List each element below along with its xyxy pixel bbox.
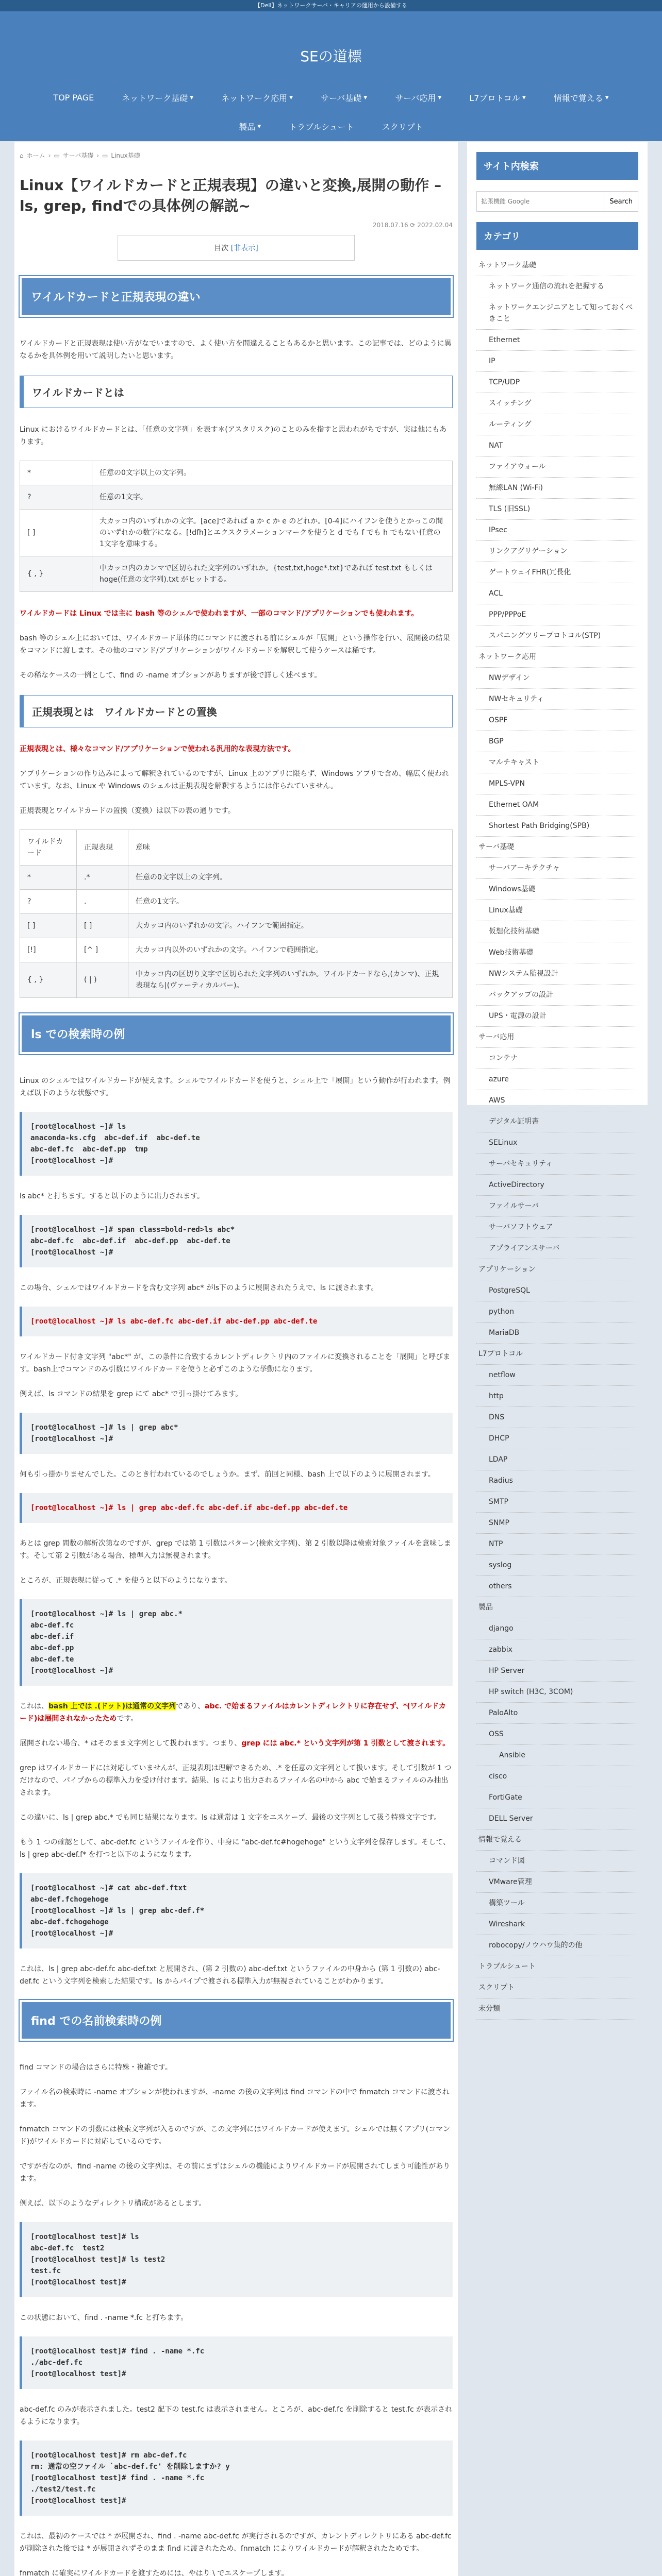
category-item[interactable] xyxy=(476,1111,638,1132)
table-row xyxy=(20,914,453,938)
code-block: [root@localhost ~]# ls | grep abc-def.fc abc-def.if abc-def.pp abc-def.te xyxy=(20,1493,453,1523)
category-item[interactable] xyxy=(476,1238,638,1259)
chevron-down-icon: ▼ xyxy=(522,95,526,100)
main-nav xyxy=(0,92,662,104)
paragraph: find コマンドの場合はさらに特殊・複雑です。 xyxy=(20,2063,172,2072)
category-item[interactable] xyxy=(476,604,638,625)
category-item[interactable] xyxy=(476,1027,638,1048)
category-link[interactable]: syslog xyxy=(489,1561,512,1569)
category-item[interactable] xyxy=(476,1407,638,1428)
category-item[interactable] xyxy=(476,985,638,1006)
category-link[interactable]: HP Server xyxy=(489,1667,525,1675)
table-cell: 大カッコ内以外のいずれかの文字。ハイフンで範囲指定。 xyxy=(128,938,453,962)
category-link[interactable]: SMTP xyxy=(489,1498,508,1506)
category-item[interactable] xyxy=(476,689,638,710)
category-link[interactable]: 未分類 xyxy=(478,2005,500,2013)
category-link[interactable]: コマンド図 xyxy=(489,1857,525,1865)
category-link[interactable]: azure xyxy=(489,1075,509,1083)
category-link[interactable]: 製品 xyxy=(478,1603,493,1612)
paragraph: あとは grep 間数の解析次第なのですが、grep では第 1 引数はパターン(検索文字列)、第 2 引数以降は検索対象ファイルを意味します。そして第 2 引数がある場合、標準入力は無視されます。 xyxy=(20,1539,451,1560)
category-item[interactable] xyxy=(476,1090,638,1111)
category-item[interactable] xyxy=(476,942,638,963)
category-item[interactable] xyxy=(476,1513,638,1534)
site-search-widget xyxy=(476,152,638,212)
category-link[interactable]: スクリプト xyxy=(478,1984,515,1992)
category-item[interactable] xyxy=(476,1175,638,1196)
nav-l7-protocol[interactable]: L7プロトコル ▼ xyxy=(469,93,526,103)
category-link[interactable]: ファイルサーバ xyxy=(489,1202,539,1210)
category-item[interactable] xyxy=(476,816,638,837)
category-item[interactable] xyxy=(476,1893,638,1914)
nav-products[interactable]: 製品 ▼ xyxy=(239,122,261,132)
nav-scripts[interactable]: スクリプト xyxy=(382,122,423,132)
site-header xyxy=(0,11,662,141)
wildcard-table xyxy=(20,461,453,592)
chevron-down-icon: ▼ xyxy=(605,95,609,100)
table-cell: . xyxy=(77,890,128,914)
table-header: ワイルドカード xyxy=(20,830,77,866)
category-item[interactable] xyxy=(476,297,638,330)
nav-network-advanced[interactable]: ネットワーク応用 ▼ xyxy=(221,93,293,103)
category-link[interactable]: MariaDB xyxy=(489,1329,520,1337)
category-link[interactable]: アプライアンスサーバ xyxy=(489,1244,560,1252)
widget-heading: サイト内検索 xyxy=(476,152,638,180)
category-link[interactable]: サーバ応用 xyxy=(478,1033,515,1041)
table-cell: .* xyxy=(77,866,128,890)
category-link[interactable]: マルチキャスト xyxy=(489,758,539,767)
category-link[interactable]: 情報で覚える xyxy=(478,1836,522,1844)
category-link[interactable]: トラブルシュート xyxy=(478,1962,536,1971)
category-link[interactable]: NTP xyxy=(489,1540,503,1548)
category-item[interactable] xyxy=(476,1470,638,1492)
category-link[interactable]: Wireshark xyxy=(489,1920,525,1928)
category-item[interactable] xyxy=(476,1977,638,1998)
breadcrumb-server-basics[interactable]: サーバ基礎 xyxy=(62,152,94,159)
search-button[interactable]: Search xyxy=(604,192,638,211)
widget-heading: カテゴリ xyxy=(476,222,638,250)
table-header: 正規表現 xyxy=(77,830,128,866)
code-block: [root@localhost ~]# ls | grep abc.* abc-def.fc abc-def.if abc-def.pp abc-def.te [root@localhost ~]# xyxy=(20,1599,453,1686)
category-link[interactable]: ActiveDirectory xyxy=(489,1181,544,1189)
category-link[interactable]: ACL xyxy=(489,589,503,598)
breadcrumb-linux-basics[interactable]: Linux基礎 xyxy=(111,152,140,159)
category-item[interactable] xyxy=(476,1428,638,1449)
table-row xyxy=(20,866,453,890)
paragraph: これは、bash 上では .(ドット)は通常の文字列であり、abc. で始まるファイルはカレントディレクトリに存在せず、*(ワイルドカード)は展開されなかったためです。 xyxy=(20,1702,446,1723)
paragraph: この違いに、ls | grep abc.* でも同じ結果になります。ls は通常は 1 文字をエスケープ、最後の文字列として扱う特殊文字です。 xyxy=(20,1814,441,1822)
paragraph: abc-def.fc のみが表示されました。test2 配下の test.fc は表示されません。ところが、abc-def.fc を削除すると test.fc が表示されるようになります。 xyxy=(20,2405,453,2426)
table-cell: [^ ] xyxy=(77,938,128,962)
category-item[interactable] xyxy=(476,1998,638,2020)
category-link[interactable]: PostgreSQL xyxy=(489,1286,530,1295)
table-cell: 中カッコ内のカンマで区切られた文字列のいずれか。{test,txt,hoge*.txt}であれば test.txt もしくは hoge(任意の文字列).txt がヒットする。 xyxy=(92,556,453,592)
category-item[interactable] xyxy=(476,647,638,668)
category-item[interactable] xyxy=(476,1449,638,1470)
table-row xyxy=(20,962,453,998)
table-cell: * xyxy=(20,461,92,485)
folder-icon: ▭ xyxy=(54,151,60,159)
category-item[interactable] xyxy=(476,478,638,499)
category-link[interactable]: デジタル証明書 xyxy=(489,1117,539,1126)
category-item[interactable] xyxy=(476,1280,638,1301)
category-link[interactable]: IPsec xyxy=(489,526,507,534)
category-item[interactable] xyxy=(476,1724,638,1745)
table-header: 意味 xyxy=(128,830,453,866)
table-row xyxy=(20,556,453,592)
table-cell: { , } xyxy=(20,556,92,592)
table-header-row xyxy=(20,830,453,866)
category-link[interactable]: FortiGate xyxy=(489,1793,522,1802)
paragraph: 何も引っ掛かりませんでした。このとき行われているのでしょうか。まず、前回と同様、bash 上で以下のように展開されます。 xyxy=(20,1470,435,1479)
category-link[interactable]: ネットワークエンジニアとして知っておくべきこと xyxy=(489,303,633,323)
category-link[interactable]: サーバセキュリティ xyxy=(489,1160,553,1168)
category-item[interactable] xyxy=(476,583,638,604)
category-link[interactable]: TLS (旧SSL) xyxy=(489,505,531,513)
chevron-down-icon: ▼ xyxy=(257,124,261,129)
category-link[interactable]: ネットワーク基礎 xyxy=(478,261,536,269)
category-item[interactable] xyxy=(476,1323,638,1344)
category-link[interactable]: BGP xyxy=(489,737,504,745)
category-item[interactable] xyxy=(476,1618,638,1639)
category-link[interactable]: サーバ基礎 xyxy=(478,843,515,851)
code-block: [root@localhost ~]# ls | grep abc* [root@localhost ~]# xyxy=(20,1413,453,1454)
table-row xyxy=(20,510,453,556)
category-link[interactable]: PPP/PPPoE xyxy=(489,611,526,619)
table-cell: 任意の1文字。 xyxy=(128,890,453,914)
paragraph: fnmatch に確実にワイルドカードを渡すためには、やはり \ でエスケープします。 xyxy=(20,2569,289,2576)
table-cell: ? xyxy=(20,485,92,510)
category-link[interactable]: AWS xyxy=(489,1096,505,1105)
paragraph: これは、最初のケースでは * が展開され、find . -name abc-def.fc が実行されるのですが、カレントディレクトリにある abc-def.fc が削除された後では * が展開されずそのまま find に渡されたため、fnmatch によりワイルドカードが解釈されたためです。 xyxy=(20,2532,452,2553)
table-of-contents xyxy=(118,235,355,261)
table-cell: ( | ) xyxy=(77,962,128,998)
category-link[interactable]: netflow xyxy=(489,1371,516,1379)
article xyxy=(14,142,458,2576)
category-link[interactable]: django xyxy=(489,1624,514,1633)
paragraph: アプリケーションの作り込みによって解釈されているのですが、Linux 上のアプリに限らず、Windows アプリで含め、幅広く使われています。なお、Linux や Windows のシェルは正規表現を解釈するようには作られていません。 xyxy=(20,770,449,790)
category-link[interactable]: DHCP xyxy=(489,1434,509,1443)
category-item[interactable] xyxy=(476,1048,638,1069)
paragraph: これは、ls | grep abc-def.fc abc-def.txt と展開され、(第 2 引数の) abc-def.txt というファイルの中身から (第 1 引数の) abc-def.fc という文字列を検索した結果です。ls からパイプで渡される標準入力が無視されていることがわかります。 xyxy=(20,1965,440,1986)
category-item[interactable] xyxy=(476,499,638,520)
paragraph: この状態において、find . -name *.fc と打ちます。 xyxy=(20,2314,188,2322)
table-cell: 任意の1文字。 xyxy=(92,485,453,510)
category-link[interactable]: リンクアグリゲーション xyxy=(489,547,568,555)
paragraph: Linux のシェルではワイルドカードが使えます。シェルでワイルドカードを使うと、シェル上で「展開」という動作が行われます。例えば以下のような状態です。 xyxy=(20,1077,451,1097)
category-link[interactable]: 仮想化技術基礎 xyxy=(489,927,539,936)
breadcrumb-home[interactable]: ホーム xyxy=(26,152,45,159)
category-item[interactable] xyxy=(476,1132,638,1154)
category-link[interactable]: 無線LAN (Wi-Fi) xyxy=(489,484,543,492)
paragraph: 展開されない場合、* はそのまま文字列として扱われます。つまり、grep には abc.* という文字列が第 1 引数として渡されます。 xyxy=(20,1739,450,1748)
category-item[interactable] xyxy=(476,255,638,276)
paragraph: ワイルドカード付き文字列 "abc*" が、この条件に合致するカレントディレクトリ内のファイルに変換されることを「展開」と呼びます。bash上でコマンドのみ引数にワイルドカードを使うと必ずこのような挙動になります。 xyxy=(20,1353,451,1374)
category-item[interactable] xyxy=(476,1154,638,1175)
category-link[interactable]: Ansible xyxy=(499,1751,526,1759)
category-link[interactable]: python xyxy=(489,1308,514,1316)
paragraph: 正規表現とワイルドカードの置換（変換）は以下の表の通りです。 xyxy=(20,807,236,815)
category-item[interactable] xyxy=(476,1365,638,1386)
breadcrumb xyxy=(20,151,453,160)
paragraph: grep はワイルドカードには対応していませんが、正規表現は理解できるため、.* を任意の文字列として扱います。そして引数が 1 つだけなので、パイプからの標準入力を受け付けます。結果、ls により出力されるファイル名の中から abc で始まるファイルのみ抽出されます。 xyxy=(20,1764,452,1797)
category-link[interactable]: NAT xyxy=(489,442,503,450)
category-link[interactable]: NWデザイン xyxy=(489,674,530,682)
nav-learn-by-info[interactable]: 情報で覚える ▼ xyxy=(553,93,609,103)
category-item[interactable] xyxy=(476,1851,638,1872)
emphasis-paragraph: 正規表現とは、様々なコマンド/アプリケーションで使われる汎用的な表現方法です。 xyxy=(20,745,295,753)
category-link[interactable]: UPS・電源の設計 xyxy=(489,1012,547,1020)
category-item[interactable] xyxy=(476,625,638,647)
category-item[interactable] xyxy=(476,1259,638,1280)
code-block: [root@localhost ~]# ls anaconda-ks.cfg abc-def.if abc-def.te abc-def.fc abc-def.pp tmp [root@localhost ~]# xyxy=(20,1112,453,1176)
category-item[interactable] xyxy=(476,1745,638,1766)
category-link[interactable]: OSS xyxy=(489,1730,504,1738)
category-item[interactable] xyxy=(476,562,638,583)
paragraph: 例えば、ls コマンドの結果を grep にて abc* で引っ掛けてみます。 xyxy=(20,1390,243,1398)
subsection-heading: ワイルドカードとは xyxy=(20,376,453,408)
category-item[interactable] xyxy=(476,1196,638,1217)
chevron-right-icon: › xyxy=(48,151,51,159)
chevron-down-icon: ▼ xyxy=(289,95,293,100)
category-link[interactable]: zabbix xyxy=(489,1646,512,1654)
category-item[interactable] xyxy=(476,330,638,351)
category-item[interactable] xyxy=(476,752,638,773)
category-item[interactable] xyxy=(476,1597,638,1618)
category-link[interactable]: サーバソフトウェア xyxy=(489,1223,553,1231)
category-item[interactable] xyxy=(476,1069,638,1090)
category-item[interactable] xyxy=(476,731,638,752)
paragraph: ファイル名の検索時に -name オプションが使われますが、-name の後の文字列は find コマンドの中で fnmatch コマンドに渡されます。 xyxy=(20,2088,450,2109)
table-cell: 大カッコ内のいずれかの文字。ハイフンで範囲指定。 xyxy=(128,914,453,938)
category-link[interactable]: ルーティング xyxy=(489,420,532,429)
category-item[interactable] xyxy=(476,858,638,879)
category-item[interactable] xyxy=(476,1639,638,1660)
category-item[interactable] xyxy=(476,1956,638,1977)
category-item[interactable] xyxy=(476,1766,638,1787)
category-item[interactable] xyxy=(476,1492,638,1513)
category-link[interactable]: ネットワーク応用 xyxy=(478,653,536,661)
category-link[interactable]: OSPF xyxy=(489,716,508,724)
paragraph: Linux におけるワイルドカードとは、「任意の文字列」を表す＊(アスタリスク)のことのみを指すと思われがちですが、実は他にもあります。 xyxy=(20,426,447,446)
subsection-heading: 正規表現とは ワイルドカードとの置換 xyxy=(20,695,453,727)
page-title: Linux【ワイルドカードと正規表現】の違いと変換,展開の動作 – ls, grep, findでの具体例の解説~ xyxy=(20,177,442,214)
category-link[interactable]: SELinux xyxy=(489,1139,518,1147)
category-link[interactable]: Windows基礎 xyxy=(489,885,536,893)
section-heading: ワイルドカードと正規表現の違い xyxy=(20,276,453,317)
category-item[interactable] xyxy=(476,794,638,816)
paragraph: ワイルドカードと正規表現は使い方がなでいますので、よく使い方を間違えることもあるかと思います。この記事では、どのように異なるかを具体例を用いて説明したいと思います。 xyxy=(20,340,452,360)
nav-server-basics[interactable]: サーバ基礎 ▼ xyxy=(321,93,368,103)
table-row xyxy=(20,938,453,962)
category-link[interactable]: サーバアーキテクチャ xyxy=(489,864,560,872)
category-item[interactable] xyxy=(476,1660,638,1682)
category-item[interactable] xyxy=(476,414,638,435)
paragraph: その稀なケースの一例として、find の -name オプションがありますが後で詳しく述べます。 xyxy=(20,671,322,680)
code-block: [root@localhost ~]# cat abc-def.ftxt abc-def.fchogehoge [root@localhost ~]# ls | grep abc-def.f* abc-def.fchogehoge [root@localhost ~]# xyxy=(20,1873,453,1948)
category-item[interactable] xyxy=(476,710,638,731)
table-cell: [ ] xyxy=(20,914,77,938)
category-item[interactable] xyxy=(476,1301,638,1323)
code-block: [root@localhost ~]# ls abc-def.fc abc-def.if abc-def.pp abc-def.te xyxy=(20,1307,453,1336)
sidebar xyxy=(467,142,648,2013)
category-item[interactable] xyxy=(476,520,638,541)
category-item[interactable] xyxy=(476,1682,638,1703)
paragraph: fnmatch コマンドの引数には検索文字列が入るのですが、この文字列にはワイルドカードが使えます。シェルでは無くアプリ(コマンド)がワイルドカードに対応しているのです。 xyxy=(20,2125,451,2146)
category-item[interactable] xyxy=(476,541,638,562)
category-link[interactable]: Radius xyxy=(489,1477,513,1485)
category-link[interactable]: スイッチング xyxy=(489,399,532,408)
category-link[interactable]: Ethernet xyxy=(489,336,520,344)
code-block: [root@localhost test]# rm abc-def.fc rm: 通常の空ファイル `abc-def.fc' を削除しますか? y [root@localhost test]# find . -name *.fc ./test2/test.fc [root@localhost test]# xyxy=(20,2441,453,2516)
category-item[interactable] xyxy=(476,1703,638,1724)
category-item[interactable] xyxy=(476,435,638,456)
category-item[interactable] xyxy=(476,456,638,478)
category-link[interactable]: Ethernet OAM xyxy=(489,801,539,809)
category-link[interactable]: L7プロトコル xyxy=(478,1350,523,1358)
category-item[interactable] xyxy=(476,1787,638,1808)
category-item[interactable] xyxy=(476,963,638,985)
table-row xyxy=(20,890,453,914)
category-item[interactable] xyxy=(476,1386,638,1407)
category-item[interactable] xyxy=(476,276,638,297)
table-cell: * xyxy=(20,866,77,890)
category-link[interactable]: コンテナ xyxy=(489,1054,518,1062)
toc-toggle[interactable]: [非表示] xyxy=(230,244,258,252)
category-item[interactable] xyxy=(476,1344,638,1365)
category-link[interactable]: ゲートウェイFHR(冗長化 xyxy=(489,568,571,577)
category-item[interactable] xyxy=(476,1006,638,1027)
category-link[interactable]: HP switch (H3C, 3COM) xyxy=(489,1688,573,1696)
code-block: [root@localhost ~]# span class=bold-red>ls abc* abc-def.fc abc-def.if abc-def.pp abc-def.te [root@localhost ~]# xyxy=(20,1215,453,1267)
code-block: [root@localhost test]# ls abc-def.fc test2 [root@localhost test]# ls test2 test.fc [root@localhost test]# xyxy=(20,2222,453,2297)
category-link[interactable]: スパニングツリープロトコル(STP) xyxy=(489,632,601,640)
category-item[interactable] xyxy=(476,879,638,900)
category-item[interactable] xyxy=(476,1217,638,1238)
toc-label: 目次 xyxy=(214,244,229,252)
search-form xyxy=(476,191,638,212)
category-link[interactable]: LDAP xyxy=(489,1455,508,1464)
table-row xyxy=(20,485,453,510)
category-link[interactable]: SNMP xyxy=(489,1519,509,1527)
category-link[interactable]: Web技術基礎 xyxy=(489,948,534,957)
chevron-down-icon: ▼ xyxy=(363,95,368,100)
category-item[interactable] xyxy=(476,372,638,393)
nav-troubleshoot[interactable]: トラブルシュート xyxy=(289,122,354,132)
category-item[interactable] xyxy=(476,1576,638,1597)
category-item[interactable] xyxy=(476,900,638,921)
category-link[interactable]: アプリケーション xyxy=(478,1265,536,1274)
category-item[interactable] xyxy=(476,351,638,372)
category-item[interactable] xyxy=(476,1935,638,1956)
category-list xyxy=(476,255,638,2020)
category-item[interactable] xyxy=(476,1555,638,1576)
emphasis-paragraph: ワイルドカードは Linux では主に bash 等のシェルで使われますが、一部のコマンド/アプリケーションでも使われます。 xyxy=(20,609,419,618)
category-link[interactable]: VMware管理 xyxy=(489,1878,532,1886)
chevron-down-icon: ▼ xyxy=(190,95,194,100)
search-input[interactable] xyxy=(477,192,604,211)
category-link[interactable]: http xyxy=(489,1392,504,1400)
folder-icon: ▭ xyxy=(102,151,108,159)
paragraph: 例えば、以下のようなディレクトリ構成があるとします。 xyxy=(20,2199,206,2208)
category-link[interactable]: robocopy/ノウハウ集的の他 xyxy=(489,1941,583,1950)
category-link[interactable]: TCP/UDP xyxy=(489,378,520,386)
table-cell: 任意の0文字以上の文字列。 xyxy=(128,866,453,890)
section-heading: ls での検索時の例 xyxy=(20,1013,453,1054)
table-cell: 中カッコ内の区切り文字で区切られた文字列のいずれか。ワイルドカードなら,(カンマ)、正規表現なら|(ヴァーティカルバー)。 xyxy=(128,962,453,998)
paragraph: もう 1 つの確認として、abc-def.fc というファイルを作り、中身に "abc-def.fc#hogehoge" という文字列を保存します。そして、ls | grep abc-def.f* を打つと以下のようになります。 xyxy=(20,1838,451,1859)
conversion-table xyxy=(20,829,453,998)
category-link[interactable]: ネットワーク通信の流れを把握する xyxy=(489,282,604,291)
category-link[interactable]: Shortest Path Bridging(SPB) xyxy=(489,822,590,830)
category-item[interactable] xyxy=(476,668,638,689)
category-item[interactable] xyxy=(476,1872,638,1893)
table-cell: 大カッコ内のいずれかの文字。[ace]であれば a か c か e のどれか。[0-4]にハイフンを使うとかっこの間のいずれかの数字になる。[!dfh]とエクスクラメーションマークを使うと d でも f でも h でもない任意の1文字を意味する。 xyxy=(92,510,453,556)
category-item[interactable] xyxy=(476,1829,638,1851)
category-link[interactable]: ファイアウォール xyxy=(489,463,546,471)
paragraph: bash 等のシェル上においては、ワイルドカード単体的にコマンドに渡される前にシェルが「展開」という操作を行い、展開後の結果をコマンドに渡します。その他のコマンド/アプリケーションがワイルドカードを解釈して使うケースは稀です。 xyxy=(20,634,450,655)
table-row xyxy=(20,461,453,485)
category-link[interactable]: Linux基礎 xyxy=(489,906,523,914)
category-link[interactable]: others xyxy=(489,1582,512,1590)
category-link[interactable]: cisco xyxy=(489,1772,507,1781)
category-item[interactable] xyxy=(476,837,638,858)
category-link[interactable]: PaloAlto xyxy=(489,1709,518,1717)
section-heading: find での名前検索時の例 xyxy=(20,2000,453,2041)
paragraph: ところが、正規表現に従って .* を使うと以下のようになります。 xyxy=(20,1577,232,1585)
category-item[interactable] xyxy=(476,1534,638,1555)
site-title[interactable]: SEの道標 xyxy=(300,48,362,65)
category-item[interactable] xyxy=(476,1914,638,1935)
table-cell: { , } xyxy=(20,962,77,998)
home-icon: ⌂ xyxy=(20,151,24,159)
paragraph: この場合、シェルではワイルドカードを含む文字列 abc* がls下のように展開されたうえで、ls に渡されます。 xyxy=(20,1284,378,1292)
category-link[interactable]: IP xyxy=(489,357,495,365)
main-nav-row2 xyxy=(0,121,662,132)
category-link[interactable]: DELL Server xyxy=(489,1815,533,1823)
category-item[interactable] xyxy=(476,1808,638,1829)
category-item[interactable] xyxy=(476,921,638,942)
category-link[interactable]: バックアップの設計 xyxy=(489,991,554,999)
post-date: 2018.07.16 ⟳ 2022.02.04 xyxy=(372,222,453,229)
table-cell: [ ] xyxy=(20,510,92,556)
paragraph: ls abc* と打ちます。すると以下のように出力されます。 xyxy=(20,1192,205,1200)
table-cell: [!] xyxy=(20,938,77,962)
category-link[interactable]: NWシステム監視設計 xyxy=(489,970,558,978)
category-link[interactable]: 構築ツール xyxy=(489,1899,525,1907)
nav-top-page[interactable]: TOP PAGE xyxy=(53,93,94,103)
nav-server-advanced[interactable]: サーバ応用 ▼ xyxy=(395,93,442,103)
category-link[interactable]: NWセキュリティ xyxy=(489,695,544,703)
code-block: [root@localhost test]# find . -name *.fc ./abc-def.fc [root@localhost test]# xyxy=(20,2336,453,2389)
chevron-down-icon: ▼ xyxy=(438,95,442,100)
nav-network-basics[interactable]: ネットワーク基礎 ▼ xyxy=(122,93,194,103)
category-item[interactable] xyxy=(476,773,638,794)
table-cell: ? xyxy=(20,890,77,914)
table-cell: [ ] xyxy=(77,914,128,938)
paragraph: ですが否なのが、find -name の後の文字列は、その前にまずはシェルの機能によりワイルドカードが展開されてしまう可能性があります。 xyxy=(20,2162,451,2183)
category-item[interactable] xyxy=(476,393,638,414)
chevron-right-icon: › xyxy=(96,151,100,159)
category-widget xyxy=(476,222,638,2020)
category-link[interactable]: MPLS-VPN xyxy=(489,779,525,788)
category-link[interactable]: DNS xyxy=(489,1413,505,1421)
top-announcement: 【Dell】ネットワークサーバ・キャリアの運用から設備する xyxy=(0,0,662,11)
table-cell: 任意の0文字以上の文字列。 xyxy=(92,461,453,485)
